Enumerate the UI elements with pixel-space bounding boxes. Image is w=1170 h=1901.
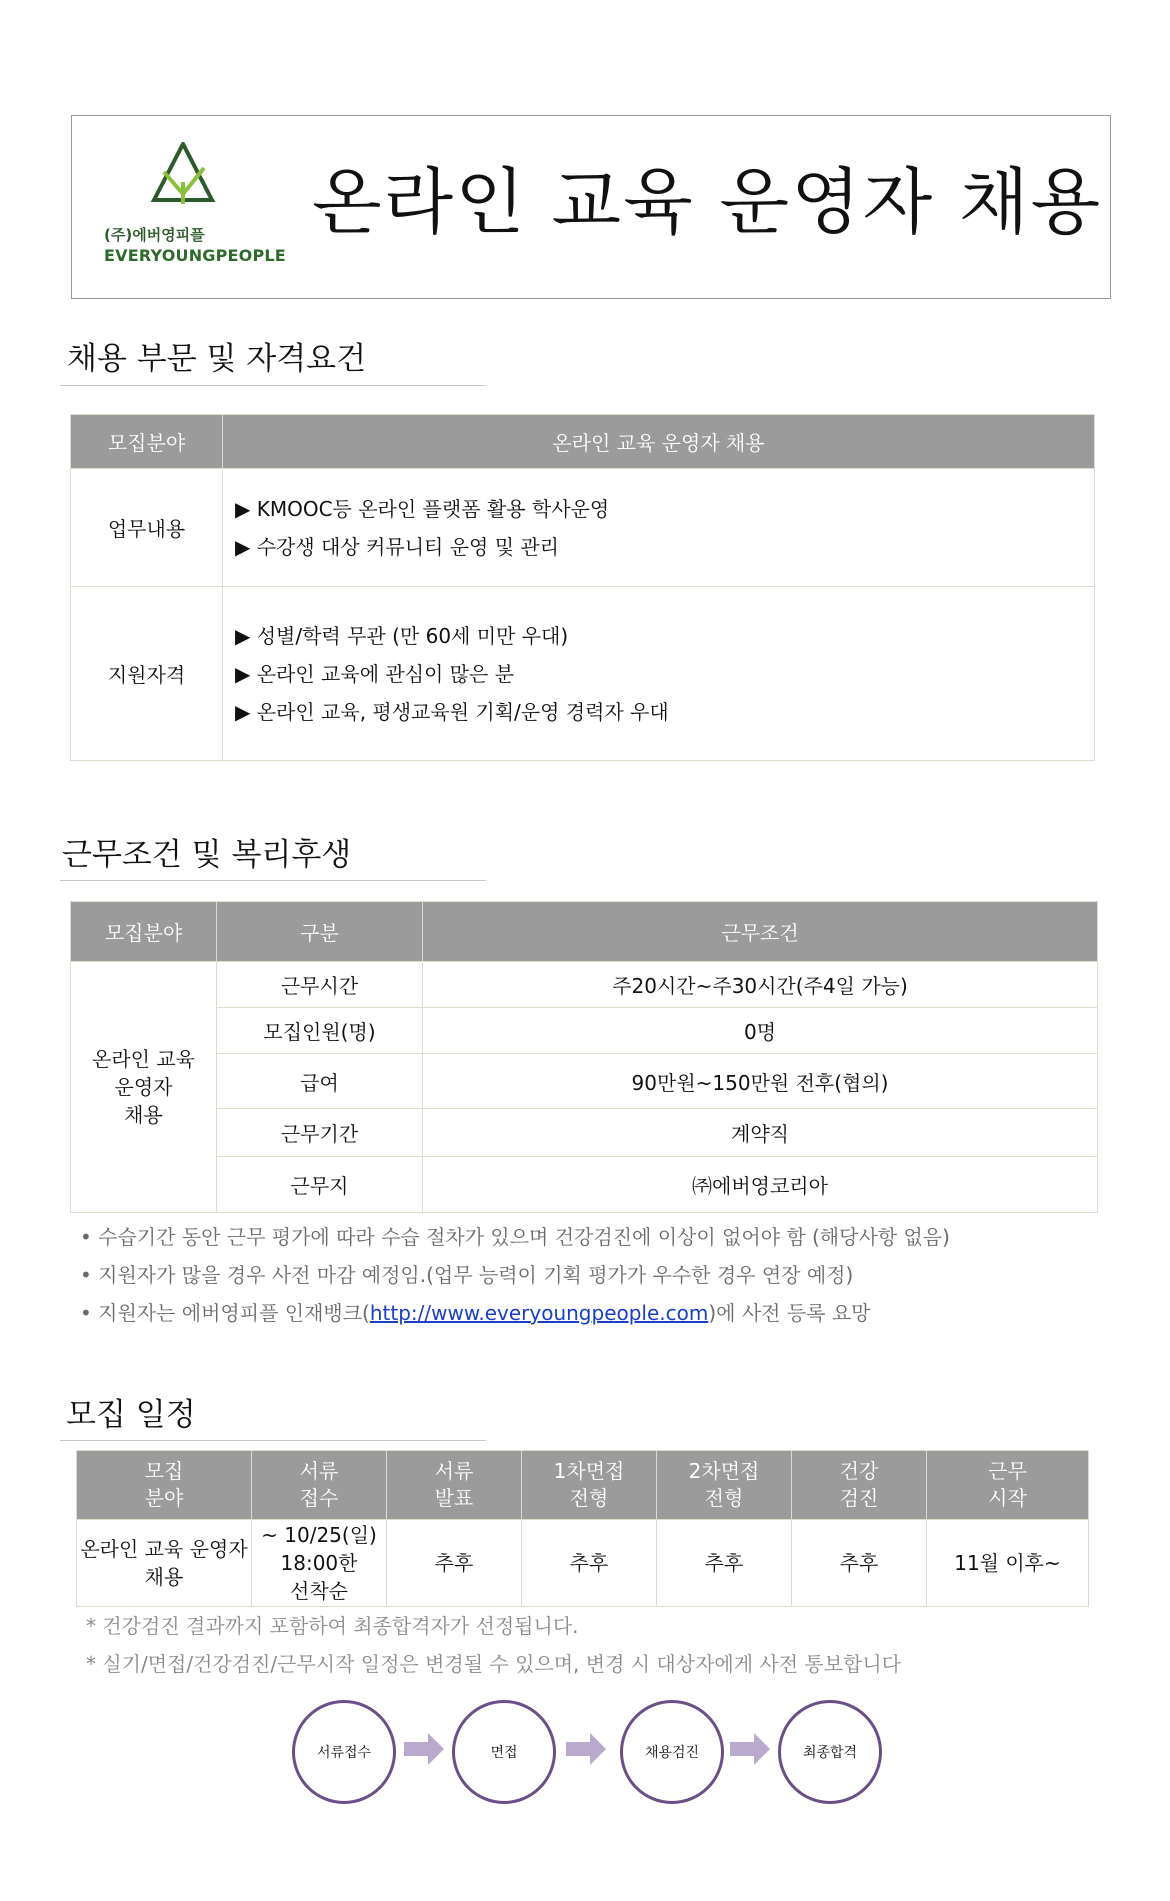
- conditions-notes: [80, 1218, 950, 1332]
- table-row: [71, 1157, 1098, 1213]
- note-text: )에 사전 등록 요망: [708, 1301, 871, 1325]
- schedule-health: 추후: [792, 1520, 927, 1607]
- list-item: ▶ 성별/학력 무관 (만 60세 미만 우대): [235, 623, 569, 648]
- row-content-duties: [223, 469, 1095, 587]
- table-header-category: 구분: [217, 902, 423, 962]
- table-header-field: 모집 분야: [77, 1451, 252, 1520]
- field-line: 운영자: [114, 1075, 173, 1099]
- talent-bank-link[interactable]: http://www.everyoungpeople.com: [369, 1301, 709, 1325]
- row-value: 0명: [423, 1008, 1098, 1054]
- table-row: [71, 587, 1095, 761]
- row-value: 주20시간~주30시간(주4일 가능): [423, 962, 1098, 1008]
- section-rule: [60, 880, 486, 881]
- schedule-table: [76, 1450, 1089, 1607]
- row-content-qualifications: [223, 587, 1095, 761]
- table-header-start: 근무 시작: [927, 1451, 1089, 1520]
- table-row: [71, 1054, 1098, 1109]
- schedule-start: 11월 이후~: [927, 1520, 1089, 1607]
- arrow-right-icon: [730, 1733, 770, 1765]
- note-line: * 실기/면접/건강검진/근무시작 일정은 변경될 수 있으며, 변경 시 대상자에게 사전 통보합니다: [86, 1652, 901, 1676]
- flow-step-final: 최종합격: [778, 1700, 882, 1804]
- table-header-position: 온라인 교육 운영자 채용: [223, 415, 1095, 469]
- row-label-qualifications: 지원자격: [71, 587, 223, 761]
- row-item: 근무기간: [217, 1109, 423, 1157]
- note-line: • 수습기간 동안 근무 평가에 따라 수습 절차가 있으며 건강검진에 이상이 없어야 함 (해당사항 없음): [80, 1225, 950, 1249]
- schedule-doc-announce: 추후: [387, 1520, 522, 1607]
- row-value: 90만원~150만원 전후(협의): [423, 1054, 1098, 1109]
- table-row: [71, 469, 1095, 587]
- flow-step-health-check: 채용검진: [620, 1700, 724, 1804]
- note-line: • 지원자가 많을 경우 사전 마감 예정임.(업무 능력이 기획 평가가 우수한 경우 연장 예정): [80, 1263, 854, 1287]
- header-box: [71, 115, 1111, 299]
- table-header-doc-announce: 서류 발표: [387, 1451, 522, 1520]
- flow-step-document: 서류접수: [292, 1700, 396, 1804]
- logo-mark-icon: [148, 142, 218, 206]
- row-item: 급여: [217, 1054, 423, 1109]
- table-header-field: 모집분야: [71, 902, 217, 962]
- list-item: ▶ 수강생 대상 커뮤니티 운영 및 관리: [235, 534, 560, 559]
- schedule-interview1: 추후: [522, 1520, 657, 1607]
- table-row: [71, 1109, 1098, 1157]
- table-header-field: 모집분야: [71, 415, 223, 469]
- requirements-table: [70, 414, 1095, 761]
- field-cell: [71, 962, 217, 1213]
- table-header-interview1: 1차면접 전형: [522, 1451, 657, 1520]
- flow-step-interview: 면접: [452, 1700, 556, 1804]
- list-item: ▶ KMOOC등 온라인 플랫폼 활용 학사운영: [235, 496, 610, 521]
- table-header-doc-receipt: 서류 접수: [252, 1451, 387, 1520]
- row-value: ㈜에버영코리아: [423, 1157, 1098, 1213]
- section-title-requirements: 채용 부문 및 자격요건: [67, 341, 367, 377]
- section-rule: [60, 385, 486, 386]
- row-item: 모집인원(명): [217, 1008, 423, 1054]
- page-title: 온라인 교육 운영자 채용: [312, 160, 1103, 244]
- table-row: [77, 1520, 1089, 1607]
- table-header-interview2: 2차면접 전형: [657, 1451, 792, 1520]
- logo-korean-name: (주)에버영피플: [104, 226, 205, 244]
- row-value: 계약직: [423, 1109, 1098, 1157]
- schedule-interview2: 추후: [657, 1520, 792, 1607]
- company-logo: [104, 142, 286, 282]
- note-line: * 건강검진 결과까지 포함하여 최종합격자가 선정됩니다.: [86, 1614, 579, 1638]
- note-text: • 지원자는 에버영피플 인재뱅크(: [80, 1301, 370, 1325]
- row-label-duties: 업무내용: [71, 469, 223, 587]
- list-item: ▶ 온라인 교육에 관심이 많은 분: [235, 661, 515, 686]
- schedule-notes: [86, 1607, 901, 1683]
- section-rule: [60, 1440, 486, 1441]
- schedule-field: 온라인 교육 운영자 채용: [77, 1520, 252, 1607]
- field-line: 채용: [124, 1103, 163, 1127]
- table-row: [71, 962, 1098, 1008]
- section-title-conditions: 근무조건 및 복리후생: [62, 837, 352, 873]
- table-row: [71, 1008, 1098, 1054]
- list-item: ▶ 온라인 교육, 평생교육원 기획/운영 경력자 우대: [235, 699, 669, 724]
- table-header-conditions: 근무조건: [423, 902, 1098, 962]
- field-line: 온라인 교육: [92, 1047, 195, 1071]
- row-item: 근무지: [217, 1157, 423, 1213]
- table-header-health: 건강 검진: [792, 1451, 927, 1520]
- schedule-doc-receipt: ~ 10/25(일) 18:00한 선착순: [252, 1520, 387, 1607]
- row-item: 근무시간: [217, 962, 423, 1008]
- section-title-schedule: 모집 일정: [66, 1397, 196, 1433]
- conditions-table: [70, 901, 1098, 1213]
- logo-english-name: EVERYOUNGPEOPLE: [104, 246, 286, 265]
- note-line: [80, 1294, 950, 1332]
- arrow-right-icon: [404, 1733, 444, 1765]
- arrow-right-icon: [566, 1733, 606, 1765]
